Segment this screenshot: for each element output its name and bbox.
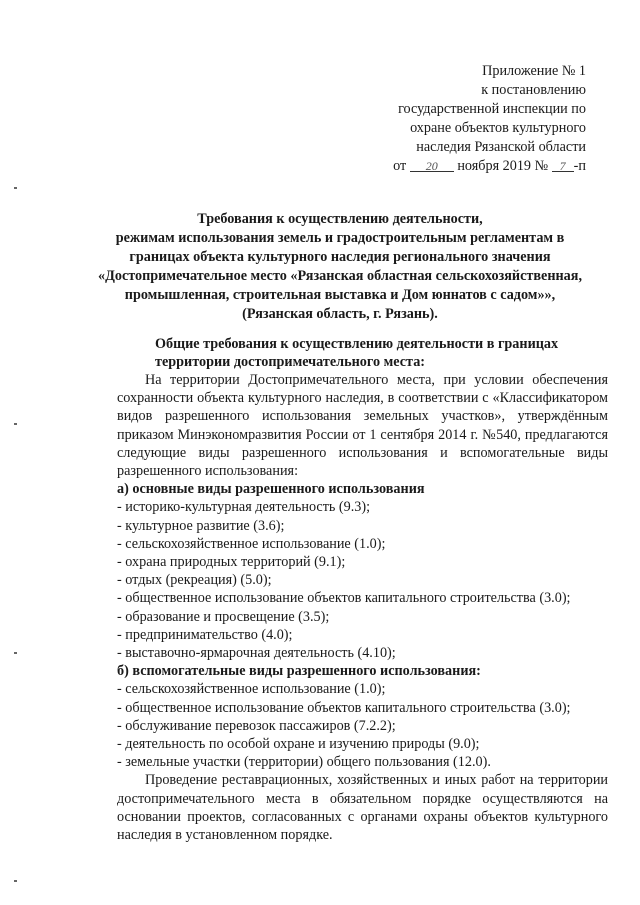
- aux-uses-heading: б) вспомогательные виды разрешенного использования:: [117, 663, 481, 680]
- appendix-date-line: [356, 157, 586, 176]
- list-item: - сельскохозяйственное использование (1.0);: [117, 535, 386, 552]
- list-item: - сельскохозяйственное использование (1.0);: [117, 681, 386, 698]
- list-item: - обслуживание перевозок пассажиров (7.2.2);: [117, 717, 396, 734]
- list-item: - выставочно-ярмарочная деятельность (4.10);: [117, 645, 396, 662]
- scan-mark: [14, 652, 17, 654]
- section-heading-line: Общие требования к осуществлению деятельности в границах: [155, 336, 559, 352]
- title-line: Требования к осуществлению деятельности,: [197, 211, 483, 227]
- list-item: - отдых (рекреация) (5.0);: [117, 572, 272, 589]
- title-line: (Рязанская область, г. Рязань).: [242, 306, 438, 322]
- list-item: - охрана природных территорий (9.1);: [117, 554, 346, 571]
- title-line: промышленная, строительная выставка и Дом юннатов с садом»»,: [124, 287, 556, 303]
- appendix-line: Приложение № 1: [482, 63, 586, 79]
- number-sign: №: [534, 158, 549, 174]
- document-body: [117, 371, 608, 844]
- list-item: - земельные участки (территории) общего пользования (12.0).: [117, 754, 491, 771]
- list-item: - историко-культурная деятельность (9.3);: [117, 499, 371, 516]
- number-suffix: -п: [573, 158, 586, 174]
- section-heading-line: территории достопримечательного места:: [155, 354, 426, 370]
- appendix-line: охране объектов культурного: [410, 120, 586, 136]
- title-line: режимам использования земель и градостроительным регламентам в: [115, 230, 565, 246]
- closing-paragraph: Проведение реставрационных, хозяйственных и иных работ на территории достопримечательного места в обязательном порядке осуществляются на основании проектов, согласованных с органами охраны объектов культурного наследия в установленном порядке.: [117, 772, 608, 844]
- handwritten-number: 7: [552, 157, 574, 172]
- title-line: «Достопримечательное место «Рязанская областная сельскохозяйственная,: [98, 268, 582, 284]
- list-item: - предпринимательство (4.0);: [117, 626, 293, 643]
- date-month-year: ноября 2019: [457, 158, 532, 174]
- list-item: - образование и просвещение (3.5);: [117, 608, 330, 625]
- scan-mark: [14, 880, 17, 882]
- appendix-line: наследия Рязанской области: [416, 139, 586, 155]
- list-item: - культурное развитие (3.6);: [117, 517, 285, 534]
- appendix-header: [356, 62, 586, 176]
- list-item: - общественное использование объектов капитального строительства (3.0);: [117, 590, 571, 607]
- main-uses-heading: а) основные виды разрешенного использования: [117, 481, 425, 498]
- list-item: - деятельность по особой охране и изучению природы (9.0);: [117, 736, 480, 753]
- handwritten-day: 20: [410, 157, 454, 172]
- list-item: - общественное использование объектов капитального строительства (3.0);: [117, 699, 571, 716]
- title-line: границах объекта культурного наследия регионального значения: [129, 249, 551, 265]
- section-heading: [155, 335, 595, 371]
- scan-mark: [14, 423, 17, 425]
- intro-paragraph: На территории Достопримечательного места, при условии обеспечения сохранности объекта культурного наследия, в соответствии с «Классификатором видов разрешенного использования земельных участков», утверждённым приказом Минэкономразвития России от 1 сентября 2014 г. №540, предлагаются следующие виды разрешенного использования и вспомогательные виды разрешенного использования:: [117, 372, 608, 480]
- scan-mark: [14, 187, 17, 189]
- document-title: [70, 210, 610, 324]
- date-prefix: от: [393, 158, 407, 174]
- appendix-line: к постановлению: [481, 82, 586, 98]
- appendix-line: государственной инспекции по: [398, 101, 586, 117]
